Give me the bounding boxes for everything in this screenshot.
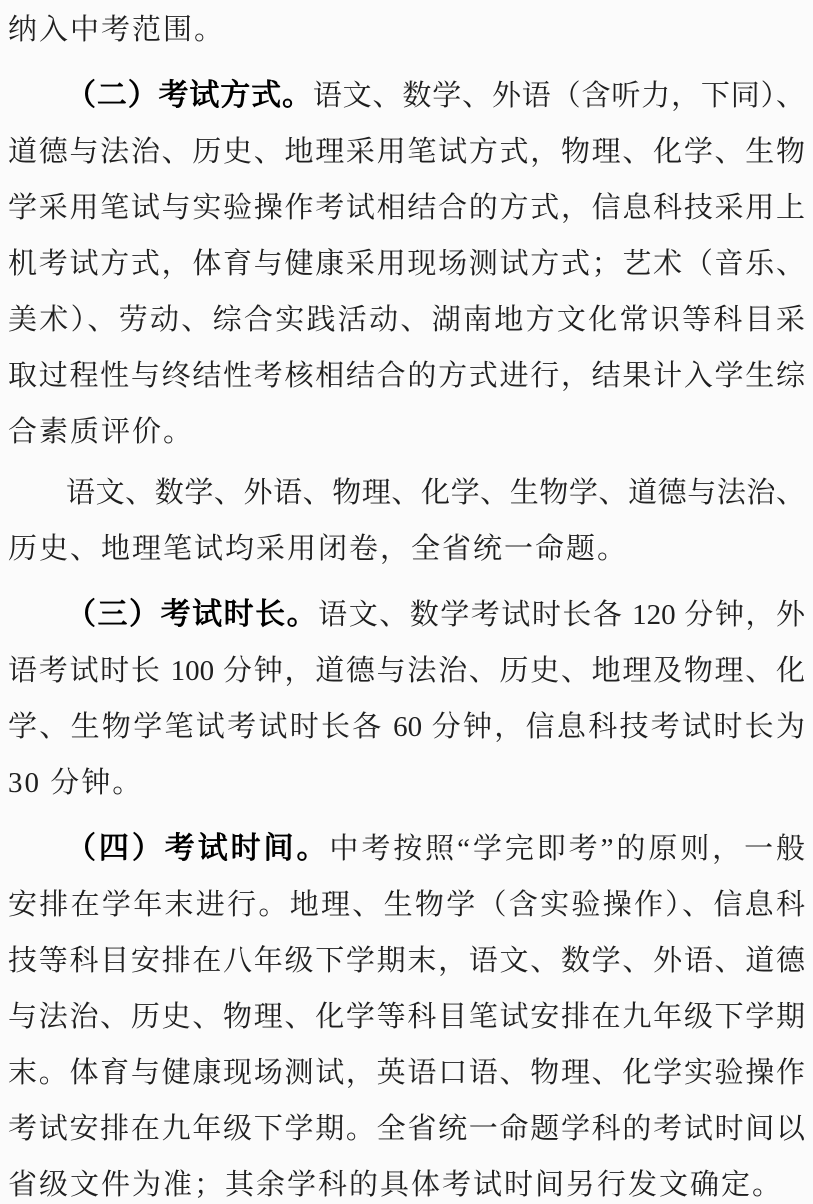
section-heading-exam-duration: （三）考试时长。: [66, 598, 319, 631]
text-line: 语文、数学、外语、物理、化学、生物学、道德与法治、: [66, 477, 805, 509]
text-line: 语考试时长 100 分钟，道德与法治、历史、地理及物理、化: [8, 655, 805, 687]
text-line: 历史、地理笔试均采用闭卷，全省统一命题。: [8, 533, 629, 565]
exam-method-paragraph: [8, 68, 805, 460]
text-line: 考试安排在九年级下学期。全省统一命题学科的考试时间以: [8, 1113, 805, 1145]
text-line: 与法治、历史、物理、化学等科目笔试安排在九年级下学期: [8, 1001, 805, 1033]
text-line: 道德与法治、历史、地理采用笔试方式，物理、化学、生物: [8, 136, 805, 168]
section-heading-exam-method: （二）考试方式。: [66, 79, 313, 112]
text-line: 末。体育与健康现场测试，英语口语、物理、化学实验操作: [8, 1057, 805, 1089]
text-line: 省级文件为准；其余学科的具体考试时间另行发文确定。: [8, 1169, 784, 1201]
text-run: 语文、数学、外语（含听力，下同）、: [312, 80, 805, 112]
text-line: [8, 821, 805, 877]
text-line: 机考试方式，体育与健康采用现场测试方式；艺术（音乐、: [8, 248, 805, 280]
text-run: 语文、数学考试时长各 120 分钟，外: [318, 599, 805, 631]
text-line: 取过程性与终结性考核相结合的方式进行，结果计入学生综: [8, 360, 805, 392]
continuation-paragraph: [8, 2, 805, 58]
text-line: 30 分钟。: [8, 767, 144, 799]
text-line: [8, 68, 805, 124]
text-line: 纳入中考范围。: [8, 14, 226, 46]
text-line: 美术）、劳动、综合实践活动、湖南地方文化常识等科目采: [8, 304, 805, 336]
text-line: 技等科目安排在八年级下学期末，语文、数学、外语、道德: [8, 945, 805, 977]
text-line: 合素质评价。: [8, 416, 195, 448]
text-line: 学采用笔试与实验操作考试相结合的方式，信息科技采用上: [8, 192, 805, 224]
text-line: [8, 587, 805, 643]
text-line: 安排在学年末进行。地理、生物学（含实验操作）、信息科: [8, 889, 805, 921]
text-line: 学、生物学笔试考试时长各 60 分钟，信息科技考试时长为: [8, 711, 805, 743]
closed-book-paragraph: [8, 465, 805, 577]
section-heading-exam-schedule: （四）考试时间。: [66, 832, 330, 865]
exam-duration-paragraph: [8, 587, 805, 811]
exam-schedule-paragraph: [8, 821, 805, 1204]
text-run: 中考按照“学完即考”的原则，一般: [329, 833, 805, 865]
